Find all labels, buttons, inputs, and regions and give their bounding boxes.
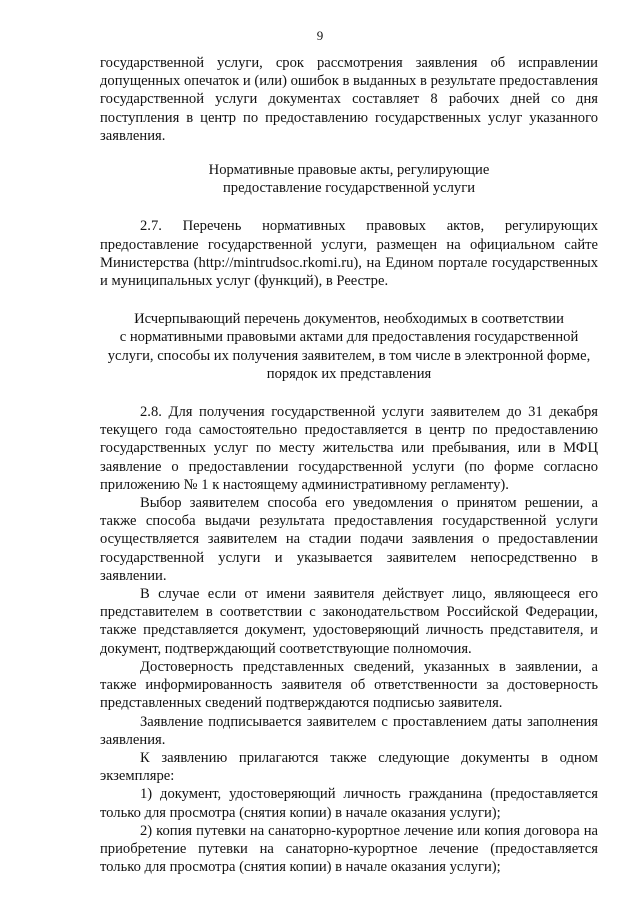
paragraph-deadline: государственной услуги, срок рассмотрения заявления об исправлении допущенных опечаток и (или) ошибок в выданных в результате предоставления государственной услуги документах составляет 8 рабочих дней со дня поступления в центр по предоставлению государственных услуг указанного заявления. (100, 55, 598, 144)
paragraph-attachments-intro: К заявлению прилагаются также следующие документы в одном экземпляре: (100, 749, 598, 785)
section-heading-legal-acts-line-1: Нормативные правовые акты, регулирующие (208, 162, 490, 179)
paragraph-2-7: 2.7. Перечень нормативных правовых актов, регулирующих предоставление государственной услуги, размещен на официальном сайте Министерства (http://mintrudsoc.rkomi.ru), на Едином портале государственных и муниципальных услуг (функций), в Реестре. (100, 218, 598, 290)
list-item-identity-document: 1) документ, удостоверяющий личность гражданина (предоставляется только для просмотра (снятия копии) в начале оказания услуги); (100, 786, 598, 821)
paragraph-reliability: Достоверность представленных сведений, указанных в заявлении, а также информированность заявителя об ответственности за достоверность представленных сведений подтверждаются подписью заявителя. (100, 658, 598, 712)
list-item-voucher-copy: 2) копия путевки на санаторно-курортное лечение или копия договора на приобретение путевки на санаторно-курортное лечение (предоставляется только для просмотра (снятия копии) в начале оказания услуги); (100, 822, 598, 876)
section-heading-documents-line-1: Исчерпывающий перечень документов, необходимых в соответствии (134, 311, 564, 328)
section-heading-documents-line-3: услуги, способы их получения заявителем, в том числе в электронной форме, (107, 347, 591, 364)
paragraph-signature: Заявление подписывается заявителем с проставлением даты заполнения заявления. (100, 713, 598, 748)
section-heading-legal-acts-line-2: предоставление государственной услуги (223, 180, 475, 197)
paragraph-representative: В случае если от имени заявителя действует лицо, являющееся его представителем в соответствии с законодательством Российской Федерации, также представляется документ, удостоверяющий личность представителя, и документ, подтверждающий соответствующие полномочия. (100, 586, 598, 657)
paragraph-notification-choice: Выбор заявителем способа его уведомления о принятом решении, а также способа выдачи результата предоставления государственной услуги осуществляется заявителем на стадии подачи заявления о предоставлении государственной услуги и указывается заявителем непосредственно в заявлении. (100, 495, 598, 584)
section-heading-documents-line-4: порядок их представления (266, 365, 432, 382)
page-number: 9 (316, 28, 324, 43)
document-body (100, 54, 598, 876)
section-heading-documents-line-2: с нормативными правовыми актами для предоставления государственной (119, 329, 579, 346)
paragraph-2-8: 2.8. Для получения государственной услуги заявителем до 31 декабря текущего года самостоятельно предоставляется в центр по предоставлению государственных услуг по месту жительства или пребывания, или в МФЦ заявление о предоставлении государственной услуги (по форме согласно приложению № 1 к настоящему административному регламенту). (100, 404, 598, 493)
